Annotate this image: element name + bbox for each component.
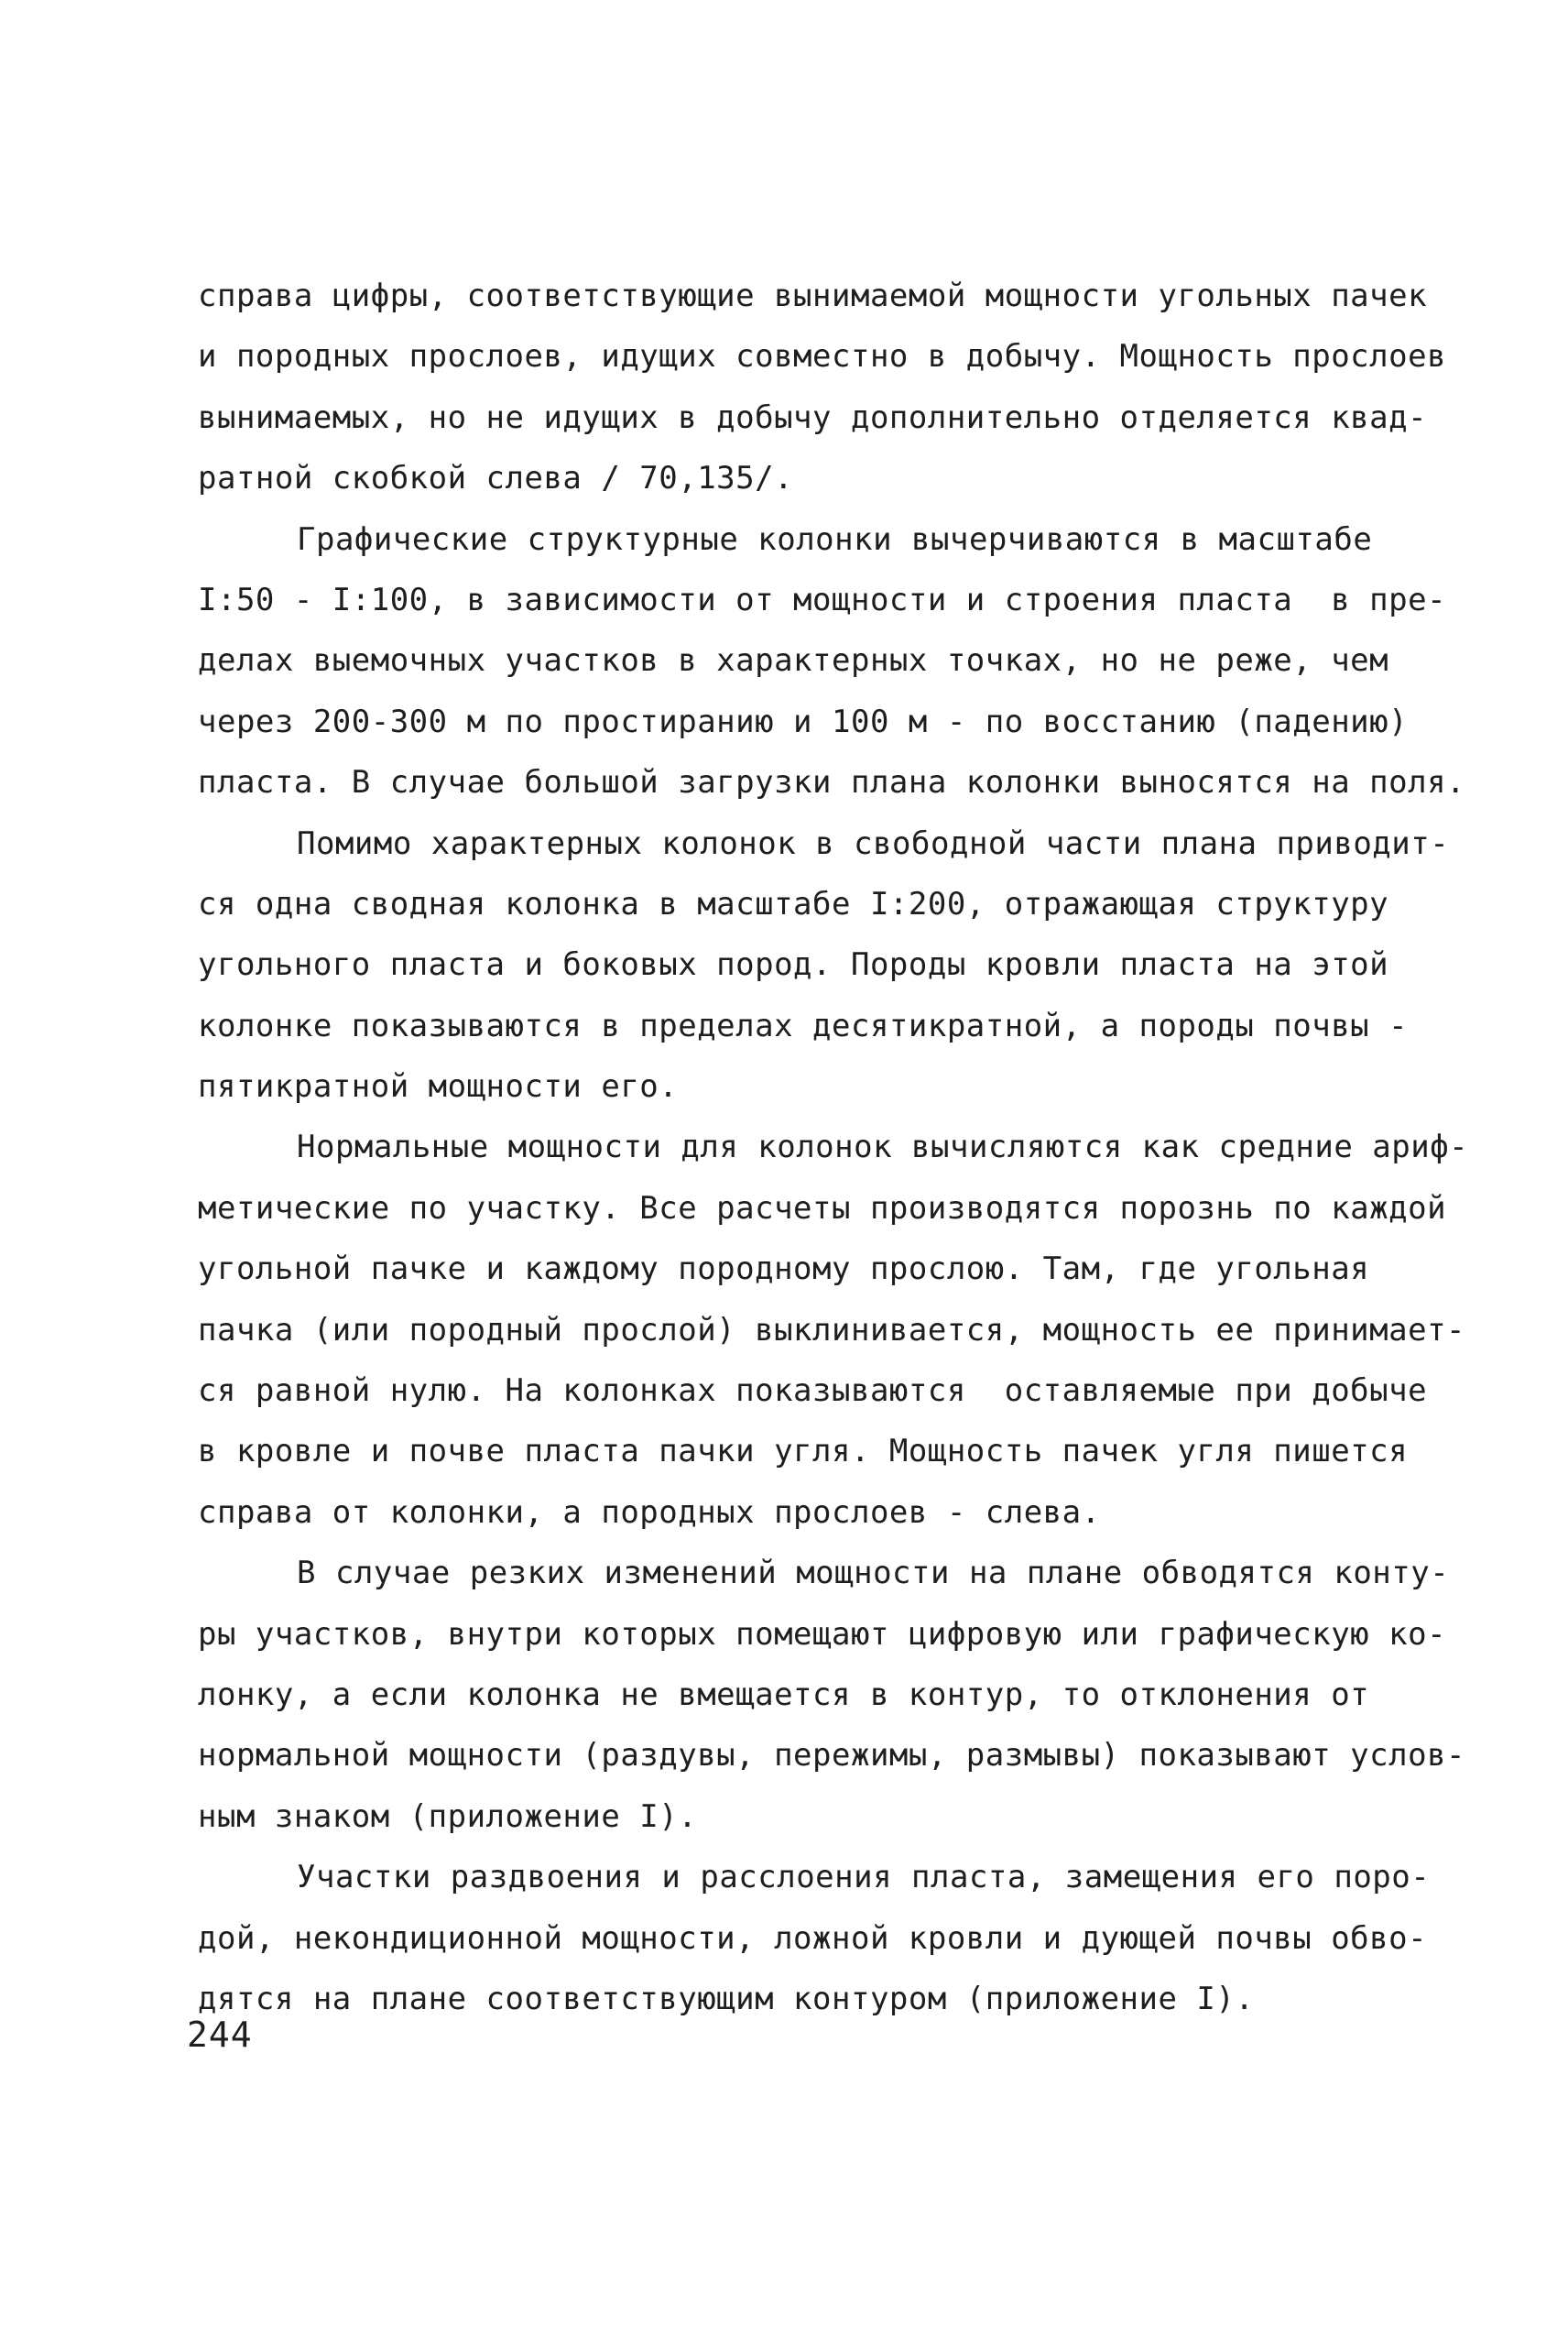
paragraph-first-line: Нормальные мощности для колонок вычисляются как средние ариф- <box>297 1129 1469 1166</box>
paragraph-first-line: Помимо характерных колонок в свободной части плана приводит- <box>297 824 1450 862</box>
text-line: пятикратной мощности его. <box>198 1068 679 1106</box>
text-line: угольного пласта и боковых пород. Породы кровли пласта на этой <box>198 946 1389 984</box>
text-line: дятся на плане соответствующим контуром (приложение I). <box>198 1980 1255 2017</box>
text-line: колонке показываются в пределах десятикратной, а породы почвы - <box>198 1007 1409 1044</box>
text-line: в кровле и почве пласта пачки угля. Мощность пачек угля пишется <box>198 1433 1409 1470</box>
text-line: дой, некондиционной мощности, ложной кровли и дующей почвы обво- <box>198 1919 1428 1957</box>
text-line: метические по участку. Все расчеты производятся порознь по каждой <box>198 1189 1447 1227</box>
text-line: ры участков, внутри которых помещают цифровую или графическую ко- <box>198 1615 1447 1653</box>
text-line: ратной скобкой слева / 70,135/. <box>198 460 794 497</box>
text-line: I:50 - I:100, в зависимости от мощности и строения пласта в пре- <box>198 581 1447 618</box>
text-line: ся одна сводная колонка в масштабе I:200, отражающая структуру <box>198 885 1389 923</box>
text-line: лонку, а если колонка не вмещается в контур, то отклонения от <box>198 1676 1370 1713</box>
text-line: ся равной нулю. На колонках показываются оставляемые при добыче <box>198 1372 1428 1410</box>
body-text <box>198 266 1469 2029</box>
text-line: вынимаемых, но не идущих в добычу дополнительно отделяется квад- <box>198 399 1428 436</box>
text-line: и породных прослоев, идущих совместно в добычу. Мощность прослоев <box>198 338 1447 376</box>
text-line: справа цифры, соответствующие вынимаемой мощности угольных пачек <box>198 278 1428 314</box>
paragraph-first-line: Графические структурные колонки вычерчиваются в масштабе <box>297 520 1373 558</box>
text-line: пачка (или породный прослой) выклинивается, мощность ее принимает- <box>198 1311 1466 1349</box>
page-number: 244 <box>187 2015 253 2055</box>
text-line: нормальной мощности (раздувы, пережимы, размывы) показывают услов- <box>198 1737 1466 1775</box>
text-line: делах выемочных участков в характерных точках, но не реже, чем <box>198 642 1389 680</box>
paragraph-first-line: Участки раздвоения и расслоения пласта, замещения его поро- <box>297 1859 1431 1896</box>
text-line: через 200-300 м по простиранию и 100 м - по восстанию (падению) <box>198 703 1409 740</box>
text-line: ным знаком (приложение I). <box>198 1797 698 1835</box>
text-line: угольной пачке и каждому породному прослою. Там, где угольная <box>198 1250 1370 1288</box>
text-line: пласта. В случае большой загрузки плана колонки выносятся на поля. <box>198 764 1466 802</box>
text-line: справа от колонки, а породных прослоев - слева. <box>198 1493 1101 1531</box>
paragraph-first-line: В случае резких изменений мощности на плане обводятся конту- <box>297 1555 1450 1592</box>
